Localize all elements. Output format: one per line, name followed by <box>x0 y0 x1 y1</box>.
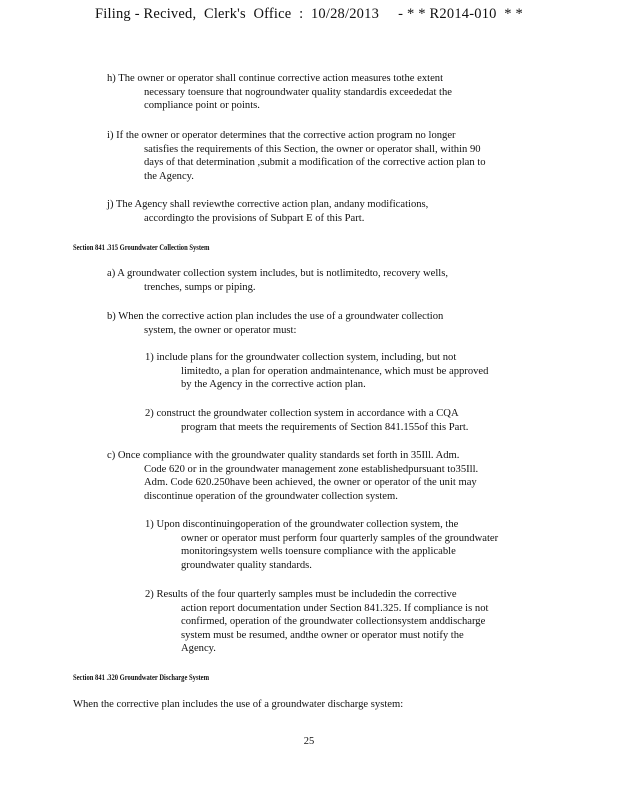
paragraph-intro-discharge-line: When the corrective plan includes the use of a groundwater discharge system: <box>73 699 404 710</box>
paragraph-c-line: Adm. Code 620.250have been achieved, the owner or operator of the unit may <box>144 477 477 488</box>
paragraph-j-line: j) The Agency shall reviewthe corrective action plan, andany modifications, <box>107 199 429 210</box>
paragraph-c1-line: 1) Upon discontinuingoperation of the groundwater collection system, the <box>145 519 459 530</box>
paragraph-j-line: accordingto the provisions of Subpart E of this Part. <box>144 212 365 224</box>
paragraph-c2-line: confirmed, operation of the groundwater collectionsystem anddischarge <box>181 616 486 627</box>
paragraph-b-line: b) When the corrective action plan includes the use of a groundwater collection <box>107 311 444 322</box>
paragraph-b2-line: 2) construct the groundwater collection system in accordance with a CQA <box>145 408 459 419</box>
section-heading-315: Section 841 .315 Groundwater Collection System <box>73 243 210 252</box>
paragraph-i-line: i) If the owner or operator determines that the corrective action program no longer <box>107 130 456 141</box>
paragraph-i-line: satisfies the requirements of this Section, the owner or operator shall, within 90 <box>144 143 481 155</box>
paragraph-j <box>107 198 428 225</box>
page-number: 25 <box>303 736 315 747</box>
paragraph-i-line: days of that determination ,submit a modification of the corrective action plan to <box>144 157 486 168</box>
paragraph-intro-discharge <box>73 698 403 712</box>
paragraph-b1-line: limitedto, a plan for operation andmaintenance, which must be approved <box>181 365 489 377</box>
paragraph-c-line: discontinue operation of the groundwater collection system. <box>144 490 398 502</box>
paragraph-b <box>107 310 443 337</box>
paragraph-c1 <box>145 518 498 572</box>
paragraph-b1-line: 1) include plans for the groundwater collection system, including, but not <box>145 352 457 363</box>
paragraph-i <box>107 129 486 183</box>
paragraph-a <box>107 267 448 294</box>
paragraph-b2 <box>145 407 468 434</box>
paragraph-c1-line: groundwater quality standards. <box>181 559 312 571</box>
paragraph-c2-line: 2) Results of the four quarterly samples must be includedin the corrective <box>145 589 457 600</box>
paragraph-c <box>107 449 478 503</box>
paragraph-h-line: compliance point or points. <box>144 100 260 111</box>
paragraph-c-line: Code 620 or in the groundwater management zone establishedpursuant to35Ill. <box>144 463 479 475</box>
paragraph-b2-line: program that meets the requirements of Section 841.155of this Part. <box>181 421 469 433</box>
paragraph-c1-line: owner or operator must perform four quarterly samples of the groundwater <box>181 532 499 544</box>
paragraph-a-line: trenches, sumps or piping. <box>144 281 256 293</box>
paragraph-c-line: c) Once compliance with the groundwater quality standards set forth in 35Ill. Adm. <box>107 450 460 461</box>
filing-header: Filing - Recived, Clerk's Office : 10/28/2013 - * * R2014-010 * * <box>95 6 523 22</box>
paragraph-b-line: system, the owner or operator must: <box>144 324 297 336</box>
paragraph-a-line: a) A groundwater collection system includes, but is notlimitedto, recovery wells, <box>107 268 448 279</box>
paragraph-c2 <box>145 588 488 656</box>
paragraph-c1-line: monitoringsystem wells toensure compliance with the applicable <box>181 546 456 557</box>
paragraph-b1-line: by the Agency in the corrective action plan. <box>181 379 366 390</box>
paragraph-h <box>107 72 452 113</box>
paragraph-c2-line: action report documentation under Section 841.325. If compliance is not <box>181 602 489 614</box>
section-heading-320: Section 841 .320 Groundwater Discharge System <box>73 673 210 682</box>
paragraph-i-line: the Agency. <box>144 170 194 182</box>
paragraph-h-line: necessary toensure that nogroundwater quality standardis exceededat the <box>144 86 452 98</box>
paragraph-h-line: h) The owner or operator shall continue corrective action measures tothe extent <box>107 73 444 84</box>
paragraph-c2-line: Agency. <box>181 643 216 654</box>
paragraph-b1 <box>145 351 488 392</box>
paragraph-c2-line: system must be resumed, andthe owner or operator must notify the <box>181 629 464 641</box>
